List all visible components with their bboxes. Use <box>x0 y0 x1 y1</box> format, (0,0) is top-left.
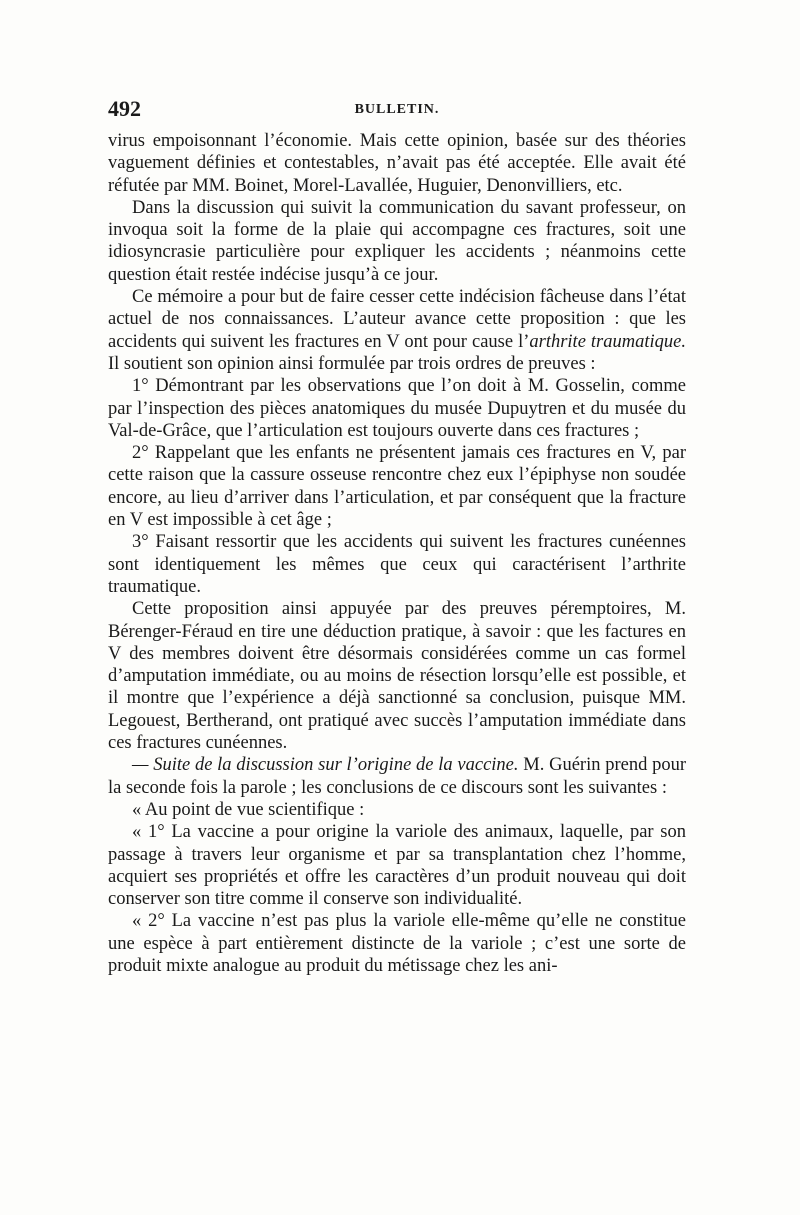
running-head: BULLETIN. <box>354 102 440 117</box>
paragraph-text: M. Guérin prend pour la seconde fois la parole ; les conclusions de ce discours sont les suivantes : <box>108 755 687 798</box>
paragraph: Dans la discussion qui suivit la communication du savant professeur, on invoqua soit la forme de la plaie qui accompagne ces fractures, soit une idiosyncrasie particulière pour expliquer les accidents ; néanmoins cette question était restée indécise jusqu’à ce jour. <box>108 197 686 285</box>
paragraph-text: Ce mémoire a pour but de faire cesser cette indécision fâcheuse dans l’état actuel de nos connaissances. L’auteur avance cette proposition : que les accidents qui suivent les fractures en V ont pour cause l’ <box>108 287 686 352</box>
quote-paragraph: « 1° La vaccine a pour origine la variole des animaux, laquelle, par son passage à travers leur organisme et par sa transplantation chez l’homme, acquiert ses propriétés et offre les caractères d’un produit nouveau qui doit conserver son titre comme il conserve son individualité. <box>108 822 686 910</box>
paragraph <box>108 754 686 799</box>
page-number: 492 <box>108 96 141 121</box>
paragraph <box>108 286 686 375</box>
list-item: 2° Rappelant que les enfants ne présentent jamais ces fractures en V, par cette raison que la cassure osseuse rencontre chez eux l’épiphyse non soudée encore, au lieu d’arriver dans l’articulation, et par conséquent que la fracture en V est impossible à cet âge ; <box>108 443 686 531</box>
list-item: 3° Faisant ressortir que les accidents qui suivent les fractures cunéennes sont identiquement les mêmes que ceux qui caractérisent l’arthrite traumatique. <box>108 532 686 597</box>
page-header <box>108 96 686 126</box>
section-title: — Suite de la discussion sur l’origine de la vaccine. <box>132 755 519 776</box>
list-item: 1° Démontrant par les observations que l’on doit à M. Gosselin, comme par l’inspection des pièces anatomiques du musée Dupuytren et du musée du Val-de-Grâce, que l’articulation est toujours ouverte dans ces fractures ; <box>108 376 686 441</box>
body-text <box>108 130 686 977</box>
quote-paragraph: « Au point de vue scientifique : <box>132 799 365 820</box>
paragraph: virus empoisonnant l’économie. Mais cette opinion, basée sur des théories vaguement définies et contestables, n’avait pas été acceptée. Elle avait été réfutée par MM. Boinet, Morel-Lavallée, Huguier, Denonvilliers, etc. <box>108 131 686 196</box>
italic-term: arthrite traumatique. <box>529 331 686 352</box>
paragraph-text: Il soutient son opinion ainsi formulée par trois ordres de preuves : <box>108 353 596 374</box>
paragraph: Cette proposition ainsi appuyée par des preuves péremptoires, M. Bérenger-Féraud en tire une déduction pratique, à savoir : que les factures en V des membres doivent être désormais considérées comme un cas formel d’amputation immédiate, ou au moins de résection lorsqu’elle est possible, et il montre que l’expérience a déjà sanctionné sa conclusion, puisque MM. Legouest, Bertherand, ont pratiqué avec succès l’amputation immédiate dans ces fractures cunéennes. <box>108 599 686 754</box>
quote-paragraph: « 2° La vaccine n’est pas plus la variole elle-même qu’elle ne constitue une espèce à part entièrement distincte de la variole ; c’est une sorte de produit mixte analogue au produit du métissage chez les ani- <box>108 911 686 976</box>
